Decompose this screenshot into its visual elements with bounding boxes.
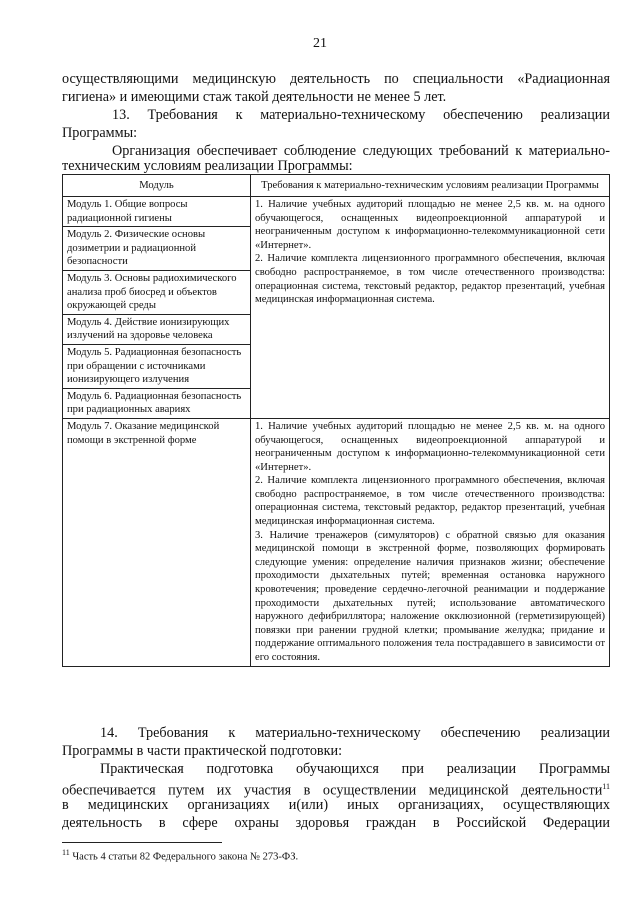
module-cell: Модуль 3. Основы радиохимического анализа проб биосред и объектов окружающей среды: [63, 270, 251, 314]
module-cell: Модуль 5. Радиационная безопасность при обращении с источниками ионизирующего излучения: [63, 344, 251, 388]
table-header-module: Модуль: [63, 175, 251, 197]
table-header-requirements: Требования к материально-техническим условиям реализации Программы: [251, 175, 610, 197]
paragraph-line: гигиена» и имеющими стаж такой деятельности не менее 5 лет.: [62, 89, 447, 105]
footnote-ref: 11: [602, 782, 610, 791]
section-14-heading-cont: Программы в части практической подготовки:: [62, 743, 343, 759]
paragraph-line: техническим условиям реализации Программы:: [62, 158, 353, 174]
module-cell: Модуль 1. Общие вопросы радиационной гигиены: [63, 197, 251, 227]
module-cell: Модуль 6. Радиационная безопасность при радиационных авариях: [63, 388, 251, 418]
module-cell: Модуль 2. Физические основы дозиметрии и радиационной безопасности: [63, 227, 251, 271]
paragraph-line: осуществляющими медицинскую деятельность по специальности «Радиационная: [62, 71, 610, 87]
requirement-item: 2. Наличие комплекта лицензионного программного обеспечения, включая свободно распространяемое, в том числе отечественного производства: операционная система, текстовый редактор, редактор презентаций, учебная медицинская информационная система.: [255, 253, 605, 306]
requirements-cell: [251, 418, 610, 666]
paragraph-line: деятельность в сфере охраны здоровья граждан в Российской Федерации: [62, 815, 610, 831]
table-header-row: [63, 175, 610, 197]
footnote-text: Часть 4 статьи 82 Федерального закона № 273-ФЗ.: [69, 851, 299, 863]
section-13-heading: 13. Требования к материально-техническому обеспечению реализации: [112, 107, 610, 123]
requirements-cell: [251, 197, 610, 419]
table-row: [63, 418, 610, 666]
paragraph-text: обеспечивается путем их участия в осуществлении медицинской деятельности: [62, 782, 603, 799]
paragraph-line: в медицинских организациях и(или) иных организациях, осуществляющих: [62, 797, 610, 813]
module-cell: Модуль 4. Действие ионизирующих излучений на здоровье человека: [63, 314, 251, 344]
requirements-table: [62, 174, 610, 667]
footnote: [62, 848, 298, 863]
footnote-divider: [62, 842, 222, 843]
section-14-heading: 14. Требования к материально-техническому обеспечению реализации: [100, 725, 610, 741]
table-row: [63, 197, 610, 227]
requirement-item: 3. Наличие тренажеров (симуляторов) с обратной связью для оказания медицинской помощи в экстренной форме, позволяющих формировать следующие умения: определение наличия признаков жизни; обеспечение проходимости дыхательных путей; временная остановка наружного кровотечения; проведение сердечно-легочной реанимации и поддержание проходимости дыхательных путей; использование автоматического наружного дефибриллятора; наложение окклюзионной (герметизирующей) повязки при ранении грудной клетки; промывание желудка; придание и поддержание оптимального положения тела пострадавшего в зависимости от его состояния.: [255, 529, 605, 663]
section-13-heading-cont: Программы:: [62, 125, 138, 141]
paragraph-line: Практическая подготовка обучающихся при реализации Программы: [100, 761, 610, 777]
paragraph-line: Организация обеспечивает соблюдение следующих требований к материально-: [112, 143, 610, 159]
module-cell: Модуль 7. Оказание медицинской помощи в экстренной форме: [63, 418, 251, 666]
requirement-item: 2. Наличие комплекта лицензионного программного обеспечения, включая свободно распространяемое, в том числе отечественного производства: операционная система, текстовый редактор, редактор презентаций, учебная медицинская информационная система.: [255, 475, 605, 528]
requirement-item: 1. Наличие учебных аудиторий площадью не менее 2,5 кв. м. на одного обучающегося, оснащенных видеопроекционной аппаратурой и неограниченным доступом к информационно-телекоммуникационной сети «Интернет».: [255, 420, 605, 473]
page-number: 21: [313, 36, 327, 51]
requirement-item: 1. Наличие учебных аудиторий площадью не менее 2,5 кв. м. на одного обучающегося, оснащенных видеопроекционной аппаратурой и неограниченным доступом к информационно-телекоммуникационной сети «Интернет».: [255, 199, 605, 251]
footnote-marker: 11: [62, 848, 70, 857]
